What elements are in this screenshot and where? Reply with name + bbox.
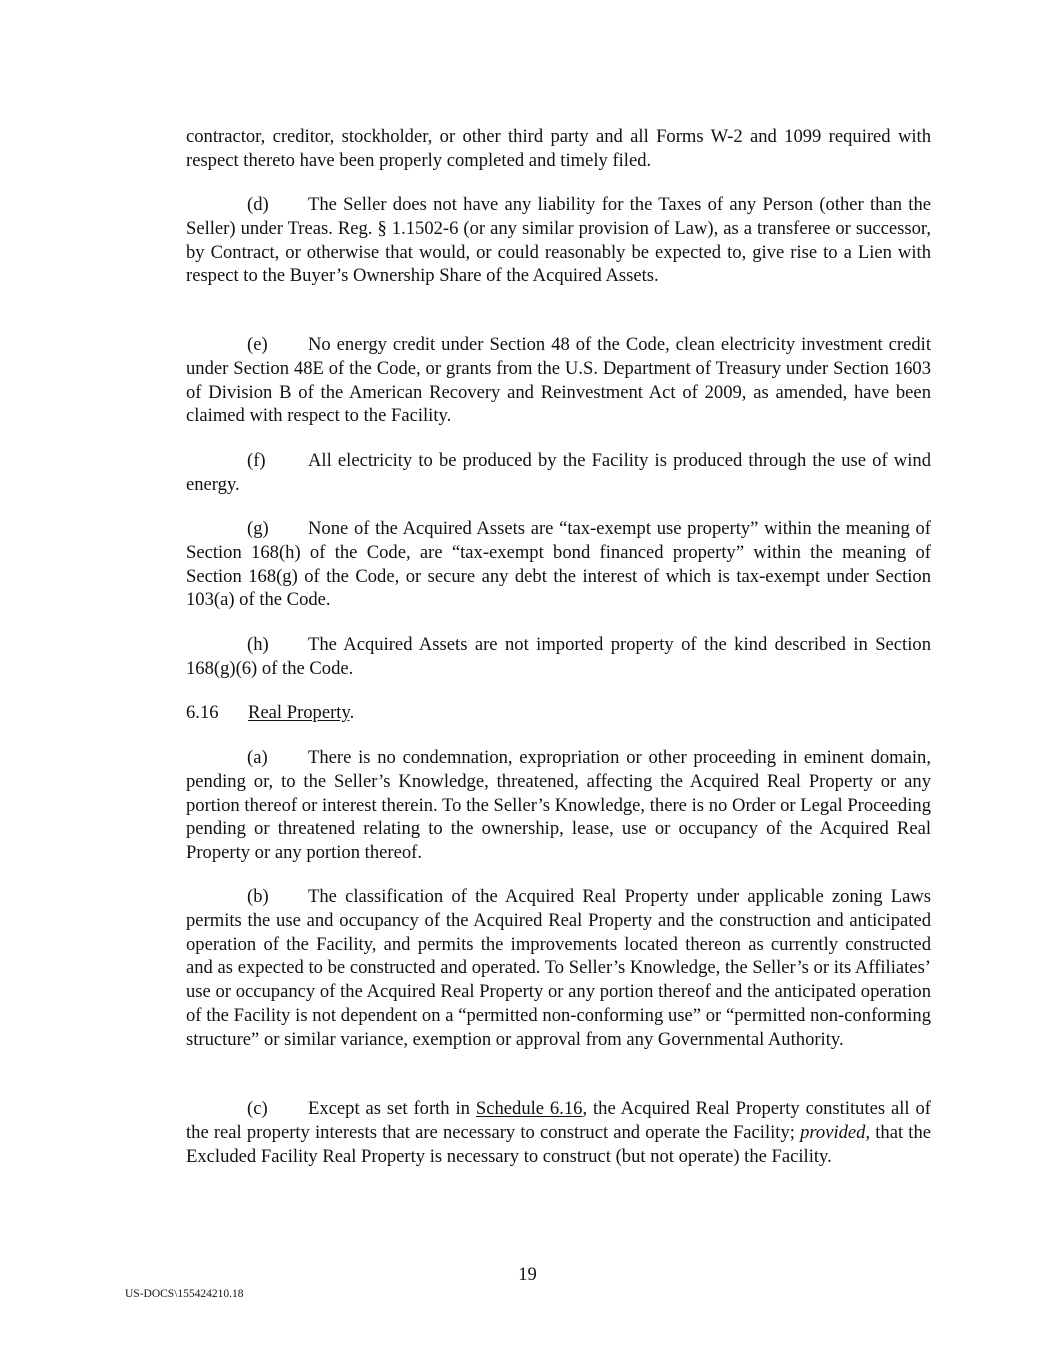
text-h: The Acquired Assets are not imported property of the kind described in Section 168(g)(6) of the Code. (186, 634, 931, 679)
text-c-pre: Except as set forth in (308, 1098, 476, 1119)
section-title: Real Property (248, 702, 350, 723)
paragraph-continuation-text: contractor, creditor, stockholder, or other third party and all Forms W-2 and 1099 required with respect thereto have been properly completed and timely filed. (186, 126, 931, 171)
text-f: All electricity to be produced by the Facility is produced through the use of wind energy. (186, 450, 931, 495)
text-b: The classification of the Acquired Real Property under applicable zoning Laws permits the use and occupancy of the Acquired Real Property and the construction and anticipated operation of the Facility, and permits the improvements located thereon as currently constructed and as expected to be constructed and operated. To Seller’s Knowledge, the Seller’s or its Affiliates’ use or occupancy of the Acquired Real Property or any portion thereof and the anticipated operation of the Facility is not dependent on a “permitted non-conforming use” or “permitted non-conforming structure” or similar variance, exemption or approval from any Governmental Authority. (186, 886, 931, 1050)
paragraph-b (186, 885, 931, 1052)
document-id: US-DOCS\155424210.18 (125, 1288, 244, 1300)
text-e: No energy credit under Section 48 of the Code, clean electricity investment credit under Section 48E of the Code, or grants from the U.S. Department of Treasury under Section 1603 of Division B of the American Recovery and Reinvestment Act of 2009, as amended, have been claimed with respect to the Facility. (186, 334, 931, 427)
section-number: 6.16 (186, 702, 219, 723)
paragraph-f (186, 449, 931, 497)
paragraph-h (186, 633, 931, 681)
paragraph-d (186, 193, 931, 288)
label-d: (d) (247, 194, 269, 215)
label-a: (a) (247, 747, 268, 768)
text-c-italic: provided (800, 1121, 866, 1143)
section-heading (186, 701, 931, 725)
paragraph-c (186, 1097, 931, 1168)
page-number: 19 (518, 1264, 537, 1285)
paragraph-continuation (186, 125, 931, 173)
label-e: (e) (247, 334, 268, 355)
section-title-punct: . (349, 702, 355, 723)
text-c-mid: , the Acquired Real Property constitutes all of the real property interests that are necessary to construct and operate the Facility; (186, 1098, 931, 1143)
schedule-reference: Schedule 6.16 (475, 1098, 583, 1119)
text-a: There is no condemnation, expropriation or other proceeding in eminent domain, pending or, to the Seller’s Knowledge, threatened, affecting the Acquired Real Property or any portion thereof or interest therein. To the Seller’s Knowledge, there is no Order or Legal Proceeding pending or threatened relating to the ownership, lease, use or occupancy of the Acquired Real Property or any portion thereof. (186, 747, 931, 864)
label-b: (b) (247, 886, 269, 907)
label-c: (c) (247, 1098, 268, 1119)
text-c-post: , that the Excluded Facility Real Property is necessary to construct (but not operate) the Facility. (186, 1121, 931, 1167)
text-g: None of the Acquired Assets are “tax-exempt use property” within the meaning of Section 168(h) of the Code, are “tax-exempt bond financed property” within the meaning of Section 168(g) of the Code, or secure any debt the interest of which is tax-exempt under Section 103(a) of the Code. (186, 518, 931, 611)
paragraph-g (186, 517, 931, 612)
paragraph-a (186, 746, 931, 865)
text-d: The Seller does not have any liability for the Taxes of any Person (other than the Seller) under Treas. Reg. § 1.1502-6 (or any similar provision of Law), as a transferee or successor, by Contract, or otherwise that would, or could reasonably be expected to, give rise to a Lien with respect to the Buyer’s Ownership Share of the Acquired Assets. (186, 194, 931, 287)
label-f: (f) (247, 450, 266, 471)
paragraph-e (186, 333, 931, 428)
label-g: (g) (247, 518, 269, 539)
label-h: (h) (247, 634, 269, 655)
